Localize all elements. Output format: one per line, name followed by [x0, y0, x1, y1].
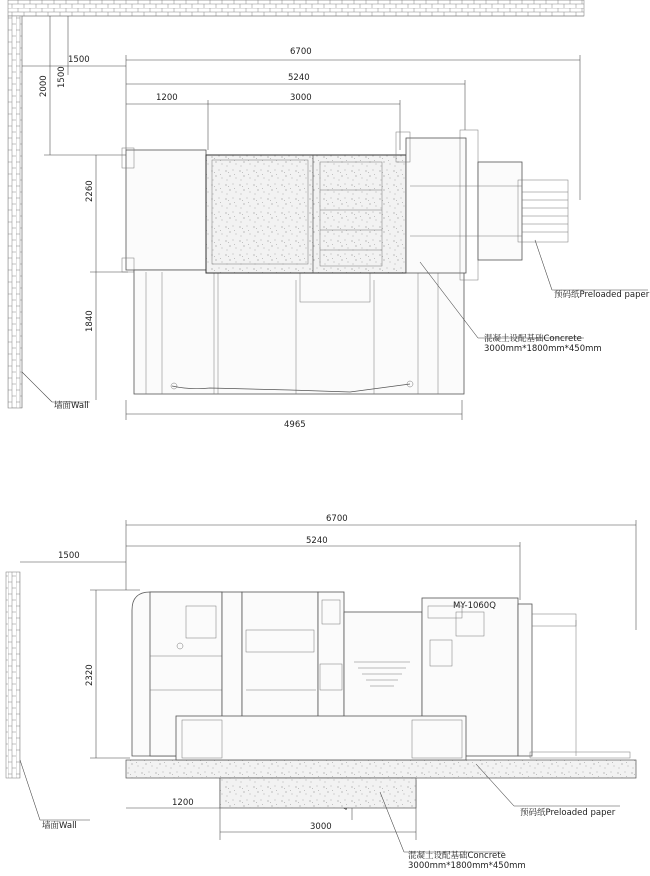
- wall-left: [8, 16, 22, 408]
- label-preloaded-paper-top: 预码纸Preloaded paper: [554, 290, 650, 300]
- label-concrete-front-1: 混凝土设配基础Concrete: [408, 851, 506, 861]
- machine-front: [132, 592, 630, 760]
- label-concrete-front-2: 3000mm*1800mm*450mm: [408, 861, 526, 871]
- label-wall-top: 墙面Wall: [54, 401, 89, 411]
- dim-1200-top: 1200: [156, 93, 178, 103]
- dim-6700-top: 6700: [290, 47, 312, 57]
- concrete-foundation: [220, 778, 416, 808]
- dim-2260-top: 2260: [85, 180, 95, 202]
- dim-5240-top: 5240: [288, 73, 310, 83]
- machine-top: [122, 130, 568, 394]
- wall-top: [8, 0, 584, 16]
- front-view: [6, 514, 636, 871]
- dim-3000-top: 3000: [290, 93, 312, 103]
- dim-1500-top: 1500: [68, 55, 90, 65]
- dim-1500v-top: 1500: [57, 66, 67, 88]
- wall-front: [6, 572, 20, 778]
- dim-1500-front: 1500: [58, 551, 80, 561]
- dim-2320-front: 2320: [85, 664, 95, 686]
- dim-5240-front: 5240: [306, 536, 328, 546]
- label-wall-front: 墙面Wall: [42, 821, 77, 831]
- dim-3000-front: 3000: [310, 822, 332, 832]
- dim-1200-front: 1200: [172, 798, 194, 808]
- dim-2000-top: 2000: [39, 75, 49, 97]
- label-concrete-top-1: 混凝土设配基础Concrete: [484, 334, 582, 344]
- dim-1840-top: 1840: [85, 310, 95, 332]
- dim-4965-top: 4965: [284, 420, 306, 430]
- concrete-ground: [126, 760, 636, 778]
- dim-6700-front: 6700: [326, 514, 348, 524]
- label-preloaded-paper-front: 预码纸Preloaded paper: [520, 808, 616, 818]
- label-model-front: MY-1060Q: [453, 601, 496, 611]
- top-view: [8, 0, 650, 430]
- concrete-block-top: [206, 155, 406, 273]
- label-concrete-top-2: 3000mm*1800mm*450mm: [484, 344, 602, 354]
